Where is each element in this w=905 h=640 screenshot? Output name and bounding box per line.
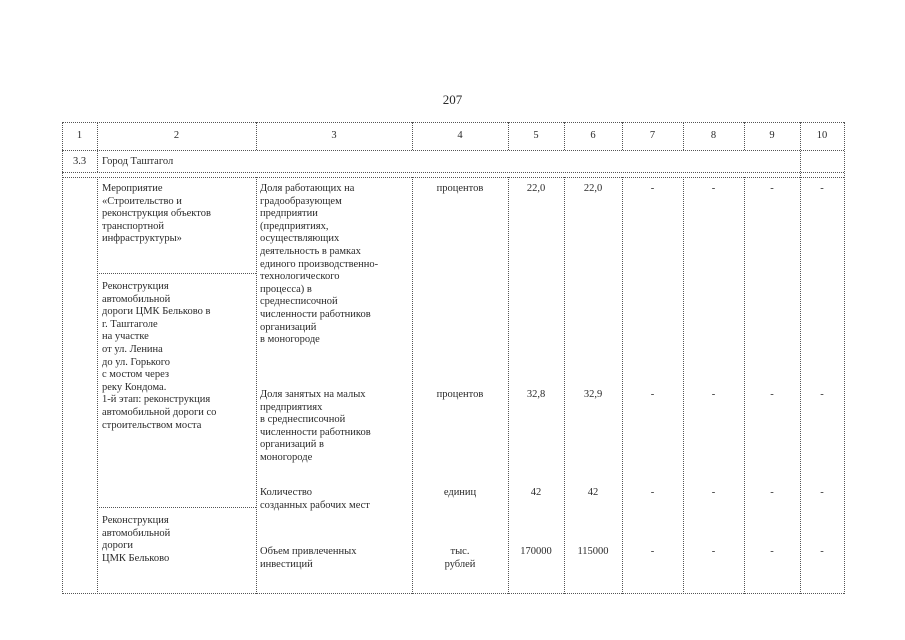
value-col7: - <box>650 487 655 498</box>
value-col7: - <box>650 389 655 400</box>
section-title: Город Таштагол <box>102 156 174 167</box>
indicator-unit: тыс. рублей <box>444 546 476 570</box>
section-number: 3.3 <box>72 156 87 167</box>
value-col6: 42 <box>587 487 599 498</box>
value-col9: - <box>770 183 774 194</box>
project-road-cmk: Реконструкция автомобильной дороги ЦМК Бельково <box>102 515 171 564</box>
indicator-name: Количество созданных рабочих мест <box>260 487 370 511</box>
value-col7: - <box>650 183 655 194</box>
header-cell-4: 4 <box>457 130 463 141</box>
col-border <box>62 122 63 594</box>
value-col5: 22,0 <box>526 183 546 194</box>
row-border <box>97 507 256 508</box>
header-cell-8: 8 <box>710 130 717 141</box>
value-col9: - <box>770 546 774 557</box>
header-cell-5: 5 <box>533 130 539 141</box>
row-border <box>62 593 844 594</box>
header-cell-9: 9 <box>769 130 775 141</box>
value-col8: - <box>711 389 716 400</box>
value-col9: - <box>770 487 774 498</box>
row-border <box>62 172 844 173</box>
value-col10: - <box>820 487 824 498</box>
col-border <box>564 177 565 594</box>
col-border <box>844 122 845 594</box>
header-cell-10: 10 <box>816 130 828 141</box>
col-border <box>508 177 509 594</box>
col-border <box>744 177 745 594</box>
indicator-unit: процентов <box>436 183 484 194</box>
col-border <box>683 177 684 594</box>
indicator-unit: процентов <box>436 389 484 400</box>
indicator-name: Объем привлеченных инвестиций <box>260 546 357 570</box>
header-cell-7: 7 <box>649 130 656 141</box>
indicator-name: Доля занятых на малых предприятиях в среднесписочной численности работников организаций в моногороде <box>260 389 371 463</box>
col-border <box>412 177 413 594</box>
indicators-table <box>62 122 844 594</box>
header-cell-3: 3 <box>331 130 337 141</box>
project-measure: Мероприятие «Строительство и реконструкция объектов транспортной инфраструктуры» <box>102 183 211 245</box>
value-col9: - <box>770 389 774 400</box>
value-col10: - <box>820 546 824 557</box>
row-border <box>97 273 256 274</box>
col-border <box>97 177 98 594</box>
project-road-reconstruction: Реконструкция автомобильной дороги ЦМК Бельково в г. Таштаголе на участке от ул. Ленина до ул. Горького с мостом через реку Кондома. 1-й этап: реконструкция автомобильной дороги со строительством моста <box>102 281 217 431</box>
value-col6: 32,9 <box>583 389 603 400</box>
row-border <box>62 177 844 178</box>
page-number: 207 <box>442 92 463 107</box>
col-border <box>622 177 623 594</box>
header-cell-6: 6 <box>590 130 596 141</box>
row-border <box>62 122 844 123</box>
col-border <box>256 177 257 594</box>
value-col10: - <box>820 389 824 400</box>
indicator-unit: единиц <box>443 487 477 498</box>
value-col5: 32,8 <box>526 389 546 400</box>
header-cell-2: 2 <box>173 130 180 141</box>
value-col6: 115000 <box>577 546 609 557</box>
value-col10: - <box>820 183 824 194</box>
header-cell-1: 1 <box>76 130 83 141</box>
value-col8: - <box>711 183 716 194</box>
value-col8: - <box>711 487 716 498</box>
value-col8: - <box>711 546 716 557</box>
indicator-name: Доля работающих на градообразующем предприятии (предприятиях, осуществляющих деятельность в рамках единого производственно- технологического процесса) в среднесписочной численности работников организаций в моногороде <box>260 183 379 346</box>
row-border <box>62 150 844 151</box>
value-col6: 22,0 <box>583 183 603 194</box>
value-col5: 170000 <box>520 546 552 557</box>
value-col7: - <box>650 546 655 557</box>
value-col5: 42 <box>530 487 542 498</box>
